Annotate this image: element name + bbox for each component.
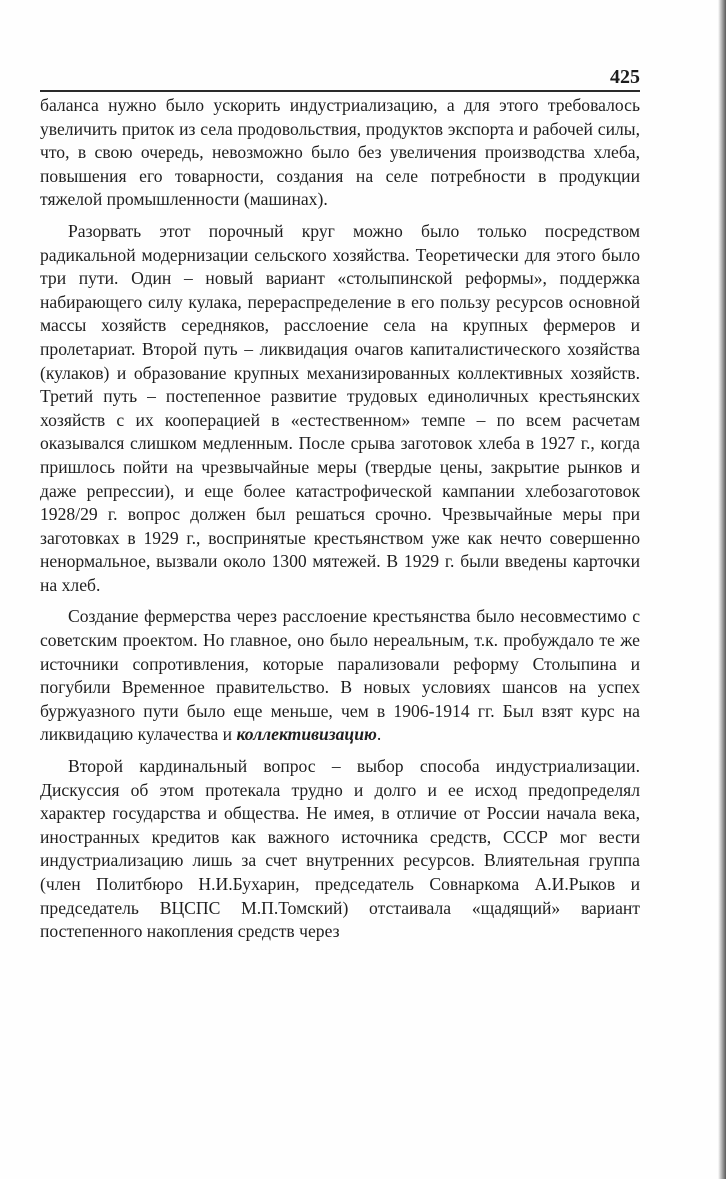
page-edge-shadow [718,0,726,1179]
paragraph-1 [40,94,640,212]
paragraph-3-end: . [376,724,382,745]
paragraph-2-text: Разорвать этот порочный круг можно было только посредством радикальной модернизации сельского хозяйства. Теоретически для этого было три пути. Один – новый вариант «столыпинской реформы», поддержка набирающего силу кулака, перераспределение в его пользу ресурсов основной массы хозяйств середняков, расслоение села на крупных фермеров и пролетариат. Второй путь – ликвидация очагов капиталистического хозяйства (кулаков) и образование крупных механизированных коллективных хозяйств. Третий путь – постепенное развитие трудовых единоличных крестьянских хозяйств с их кооперацией в «естественном» темпе – по всем расчетам оказывался слишком медленным. После срыва заготовок хлеба в 1927 г., когда пришлось пойти на чрезвычайные меры (твердые цены, закрытие рынков и даже репрессии), и еще более катастрофической кампании хлебозаготовок 1928/29 г. вопрос должен был решаться срочно. Чрезвычайные меры при заготовках в 1929 г., воспринятые крестьянством уже как нечто совершенно ненормальное, вызвали около 1300 мятежей. В 1929 г. были введены карточки на хлеб. [40,220,640,595]
paragraph-3 [40,605,640,747]
paragraph-4-text: Второй кардинальный вопрос – выбор способа индустриализации. Дискуссия об этом протекала трудно и долго и ее исход предопределял характер государства и общества. Не имея, в отличие от России начала века, иностранных кредитов как важного источника средств, СССР мог вести индустриализацию лишь за счет внутренних ресурсов. Влиятельная группа (член Политбюро Н.И.Бухарин, председатель Совнаркома А.И.Рыков и председатель ВЦСПС М.П.Томский) отстаивала «щадящий» вариант постепенного накопления средств через [40,756,640,942]
body-text [40,94,640,944]
paragraph-1-text: баланса нужно было ускорить индустриализацию, а для этого требовалось увеличить приток из села продовольствия, продуктов экспорта и рабочей силы, что, в свою очередь, невозможно было без увеличения производства хлеба, повышения его товарности, создания на селе потребности в продукции тяжелой промышленности (машинах). [40,95,640,210]
emphasized-term: коллективизацию [236,724,377,745]
paragraph-2 [40,220,640,598]
page-number: 425 [610,66,640,88]
paragraph-4 [40,755,640,944]
paragraph-3-text: Создание фермерства через расслоение крестьянства было несовместимо с советским проектом. Но главное, оно было нереальным, т.к. пробуждало те же источники сопротивления, которые парализовали реформу Столыпина и погубили Временное правительство. В новых условиях шансов на успех буржуазного пути было еще меньше, чем в 1906-1914 гг. Был взят курс на ликвидацию кулачества и [40,606,640,745]
header-rule [40,90,640,92]
